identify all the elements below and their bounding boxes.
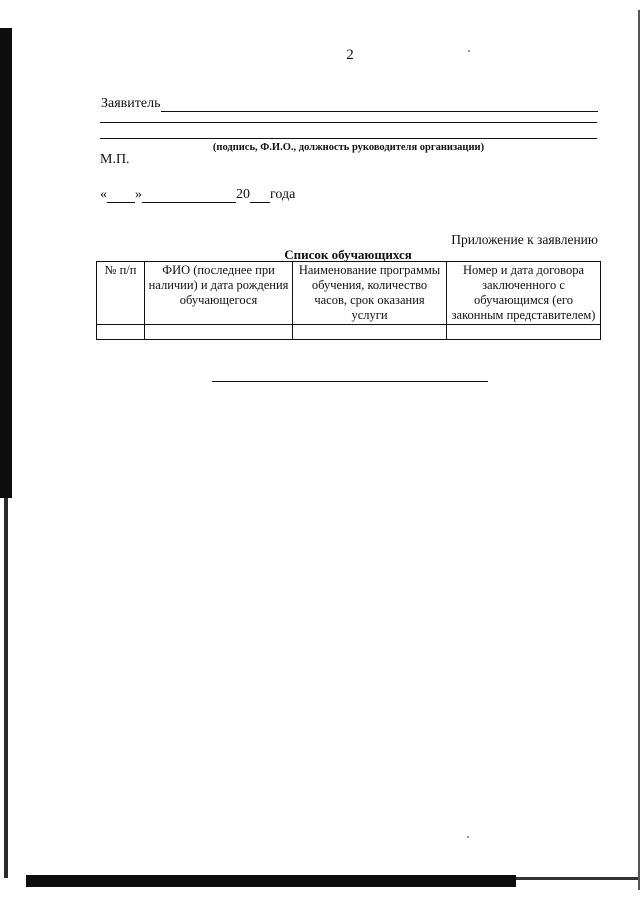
date-close-quote: » — [135, 187, 142, 202]
end-separator-line — [212, 381, 488, 382]
scan-speck — [467, 836, 469, 838]
applicant-line-3 — [100, 138, 597, 139]
month-blank — [142, 188, 236, 203]
page-number: 2 — [346, 47, 354, 63]
year-suffix: года — [270, 187, 296, 202]
list-title: Список обучающихся — [284, 247, 412, 262]
applicant-line-2 — [100, 122, 597, 123]
scan-shadow-left — [0, 28, 12, 498]
scan-shadow-bottom-thin — [516, 877, 640, 880]
table-cell — [145, 325, 293, 340]
year-prefix: 20 — [236, 187, 250, 202]
signature-caption: (подпись, Ф.И.О., должность руководителя организации) — [212, 142, 485, 153]
year-blank — [250, 188, 270, 203]
header-number: № п/п — [97, 262, 145, 325]
date-row — [100, 185, 295, 203]
appendix-note: Приложение к заявлению — [451, 232, 598, 247]
table-row — [97, 325, 601, 340]
header-name: ФИО (последнее при наличии) и дата рождения обучающегося — [145, 262, 293, 325]
students-table — [96, 261, 601, 340]
table-cell — [97, 325, 145, 340]
header-contract: Номер и дата договора заключенного с обучающимся (его законным представителем) — [447, 262, 601, 325]
date-open-quote: « — [100, 187, 107, 202]
table-header-row — [97, 262, 601, 325]
applicant-label: Заявитель — [101, 96, 161, 111]
header-program: Наименование программы обучения, количество часов, срок оказания услуги — [293, 262, 447, 325]
day-blank — [107, 188, 135, 203]
table-cell — [447, 325, 601, 340]
applicant-row — [101, 94, 598, 112]
applicant-fill-line — [161, 97, 598, 112]
seal-label: М.П. — [100, 152, 130, 167]
table-cell — [293, 325, 447, 340]
scan-shadow-bottom — [26, 875, 516, 887]
